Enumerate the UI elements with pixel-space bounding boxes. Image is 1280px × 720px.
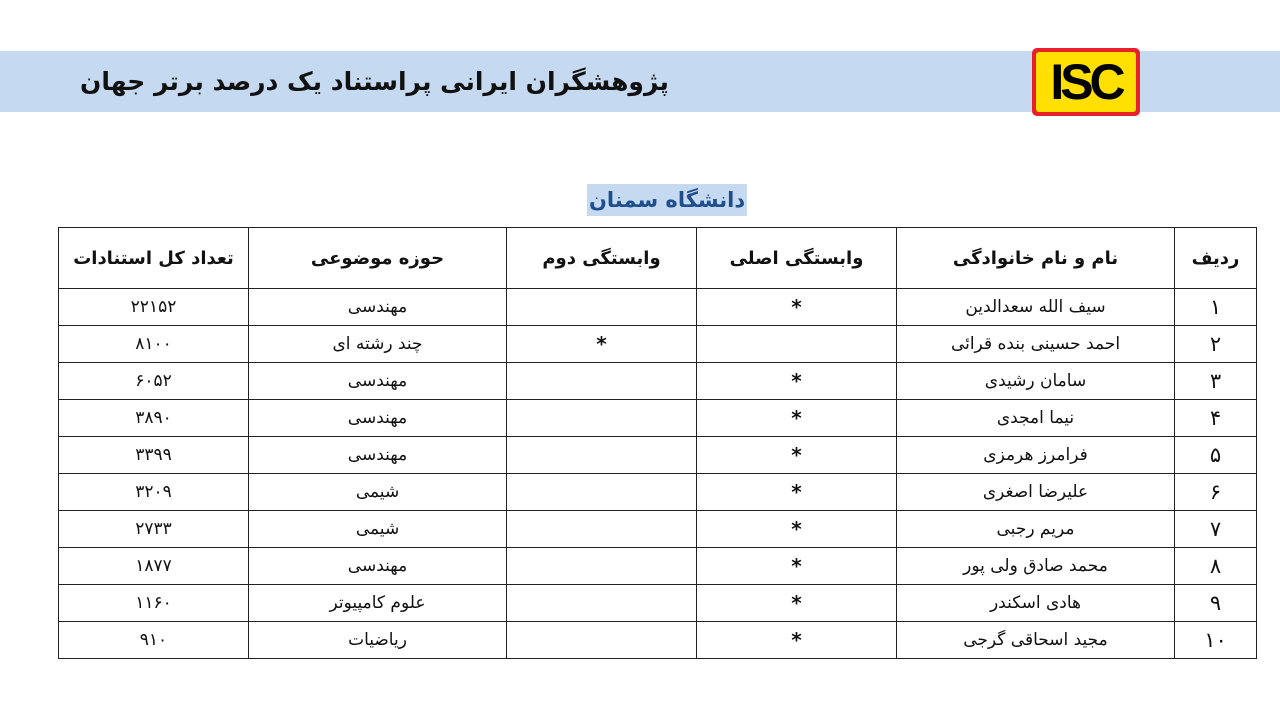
cell-total-citations: ۱۱۶۰ xyxy=(59,585,249,622)
cell-total-citations: ۲۷۳۳ xyxy=(59,511,249,548)
cell-secondary-affiliation xyxy=(507,363,697,400)
cell-primary-affiliation xyxy=(697,326,897,363)
col-header-secondary-affiliation: وابستگی دوم xyxy=(507,228,697,289)
cell-total-citations: ۸۱۰۰ xyxy=(59,326,249,363)
col-header-name: نام و نام خانوادگی xyxy=(897,228,1175,289)
university-title: دانشگاه سمنان xyxy=(587,184,747,216)
cell-total-citations: ۲۲۱۵۲ xyxy=(59,289,249,326)
cell-row-number: ۴ xyxy=(1175,400,1257,437)
cell-secondary-affiliation xyxy=(507,585,697,622)
cell-subject-field: مهندسی xyxy=(249,437,507,474)
cell-primary-affiliation: * xyxy=(697,511,897,548)
cell-name: سیف الله سعدالدین xyxy=(897,289,1175,326)
cell-subject-field: مهندسی xyxy=(249,400,507,437)
cell-secondary-affiliation xyxy=(507,437,697,474)
cell-row-number: ۸ xyxy=(1175,548,1257,585)
col-header-primary-affiliation: وابستگی اصلی xyxy=(697,228,897,289)
col-header-total-citations: تعداد کل استنادات xyxy=(59,228,249,289)
cell-primary-affiliation: * xyxy=(697,585,897,622)
cell-subject-field: ریاضیات xyxy=(249,622,507,659)
cell-subject-field: علوم کامپیوتر xyxy=(249,585,507,622)
cell-name: سامان رشیدی xyxy=(897,363,1175,400)
cell-primary-affiliation: * xyxy=(697,622,897,659)
cell-total-citations: ۳۲۰۹ xyxy=(59,474,249,511)
cell-row-number: ۷ xyxy=(1175,511,1257,548)
isc-logo-text: ISC xyxy=(1036,52,1136,112)
cell-name: احمد حسینی بنده قرائی xyxy=(897,326,1175,363)
table-header-row xyxy=(59,228,1257,289)
cell-secondary-affiliation xyxy=(507,622,697,659)
cell-name: محمد صادق ولی پور xyxy=(897,548,1175,585)
table-row xyxy=(59,622,1257,659)
cell-name: فرامرز هرمزی xyxy=(897,437,1175,474)
table-row xyxy=(59,289,1257,326)
cell-total-citations: ۶۰۵۲ xyxy=(59,363,249,400)
cell-subject-field: شیمی xyxy=(249,474,507,511)
cell-secondary-affiliation xyxy=(507,400,697,437)
table-row xyxy=(59,363,1257,400)
cell-total-citations: ۳۸۹۰ xyxy=(59,400,249,437)
cell-subject-field: شیمی xyxy=(249,511,507,548)
cell-row-number: ۱ xyxy=(1175,289,1257,326)
cell-primary-affiliation: * xyxy=(697,289,897,326)
cell-name: هادی اسکندر xyxy=(897,585,1175,622)
cell-secondary-affiliation xyxy=(507,548,697,585)
cell-primary-affiliation: * xyxy=(697,437,897,474)
cell-secondary-affiliation: * xyxy=(507,326,697,363)
table-row xyxy=(59,437,1257,474)
table-row xyxy=(59,400,1257,437)
isc-logo xyxy=(1032,48,1140,116)
cell-secondary-affiliation xyxy=(507,511,697,548)
cell-name: نیما امجدی xyxy=(897,400,1175,437)
cell-secondary-affiliation xyxy=(507,474,697,511)
table-row xyxy=(59,326,1257,363)
cell-secondary-affiliation xyxy=(507,289,697,326)
cell-name: مجید اسحاقی گرجی xyxy=(897,622,1175,659)
cell-name: مریم رجبی xyxy=(897,511,1175,548)
cell-primary-affiliation: * xyxy=(697,474,897,511)
col-header-row-number: ردیف xyxy=(1175,228,1257,289)
cell-primary-affiliation: * xyxy=(697,548,897,585)
table-row xyxy=(59,511,1257,548)
cell-total-citations: ۳۳۹۹ xyxy=(59,437,249,474)
cell-subject-field: مهندسی xyxy=(249,548,507,585)
table-row xyxy=(59,548,1257,585)
cell-row-number: ۳ xyxy=(1175,363,1257,400)
cell-primary-affiliation: * xyxy=(697,363,897,400)
cell-row-number: ۱۰ xyxy=(1175,622,1257,659)
cell-subject-field: مهندسی xyxy=(249,363,507,400)
researchers-table xyxy=(58,227,1257,659)
page-title: پژوهشگران ایرانی پراستناد یک درصد برتر جهان xyxy=(80,67,669,96)
cell-subject-field: چند رشته ای xyxy=(249,326,507,363)
col-header-subject-field: حوزه موضوعی xyxy=(249,228,507,289)
cell-total-citations: ۱۸۷۷ xyxy=(59,548,249,585)
cell-row-number: ۲ xyxy=(1175,326,1257,363)
cell-row-number: ۶ xyxy=(1175,474,1257,511)
table-row xyxy=(59,585,1257,622)
cell-total-citations: ۹۱۰ xyxy=(59,622,249,659)
cell-row-number: ۵ xyxy=(1175,437,1257,474)
cell-primary-affiliation: * xyxy=(697,400,897,437)
cell-row-number: ۹ xyxy=(1175,585,1257,622)
cell-name: علیرضا اصغری xyxy=(897,474,1175,511)
cell-subject-field: مهندسی xyxy=(249,289,507,326)
table-row xyxy=(59,474,1257,511)
